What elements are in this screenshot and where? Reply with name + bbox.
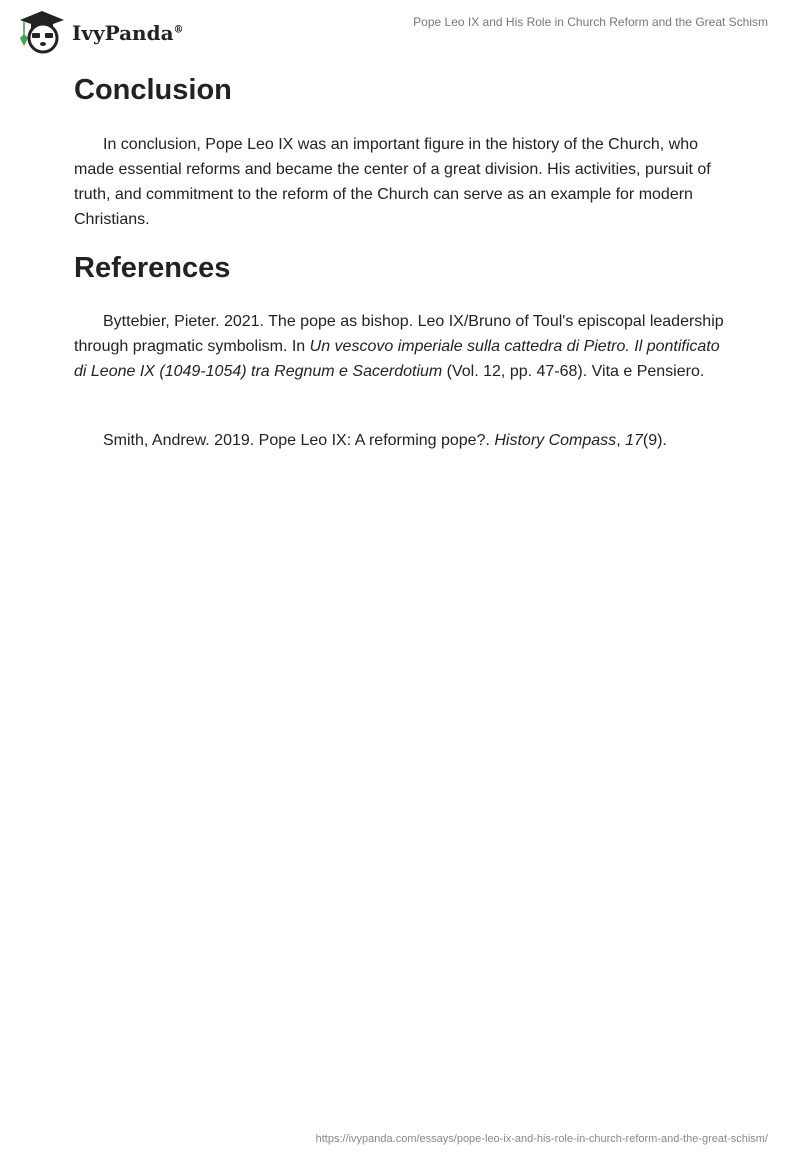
source-url[interactable]: https://ivypanda.com/essays/pope-leo-ix-and-his-role-in-church-reform-and-the-great-schism/ xyxy=(315,1133,768,1145)
reference-item: Smith, Andrew. 2019. Pope Leo IX: A reforming pope?. History Compass, 17(9). xyxy=(103,432,667,449)
references-heading: References xyxy=(74,252,231,284)
panda-graduate-icon xyxy=(16,8,66,54)
logo[interactable] xyxy=(16,8,184,54)
document-title: Pope Leo IX and His Role in Church Reform and the Great Schism xyxy=(413,15,768,29)
reference-item: Byttebier, Pieter. 2021. The pope as bishop. Leo IX/Bruno of Toul's episcopal leadership through pragmatic symbolism. In Un vescovo imperiale sulla cattedra di Pietro. Il pontificato di Leone IX (1049-1054) tra Regnum e Sacerdotium (Vol. 12, pp. 47-68). Vita e Pensiero. xyxy=(74,313,724,380)
logo-text: IvyPanda® xyxy=(72,21,184,45)
conclusion-heading: Conclusion xyxy=(74,74,232,106)
conclusion-paragraph: In conclusion, Pope Leo IX was an important figure in the history of the Church, who made essential reforms and became the center of a great division. His activities, pursuit of truth, and commitment to the reform of the Church can serve as an example for modern Christians. xyxy=(74,136,711,228)
